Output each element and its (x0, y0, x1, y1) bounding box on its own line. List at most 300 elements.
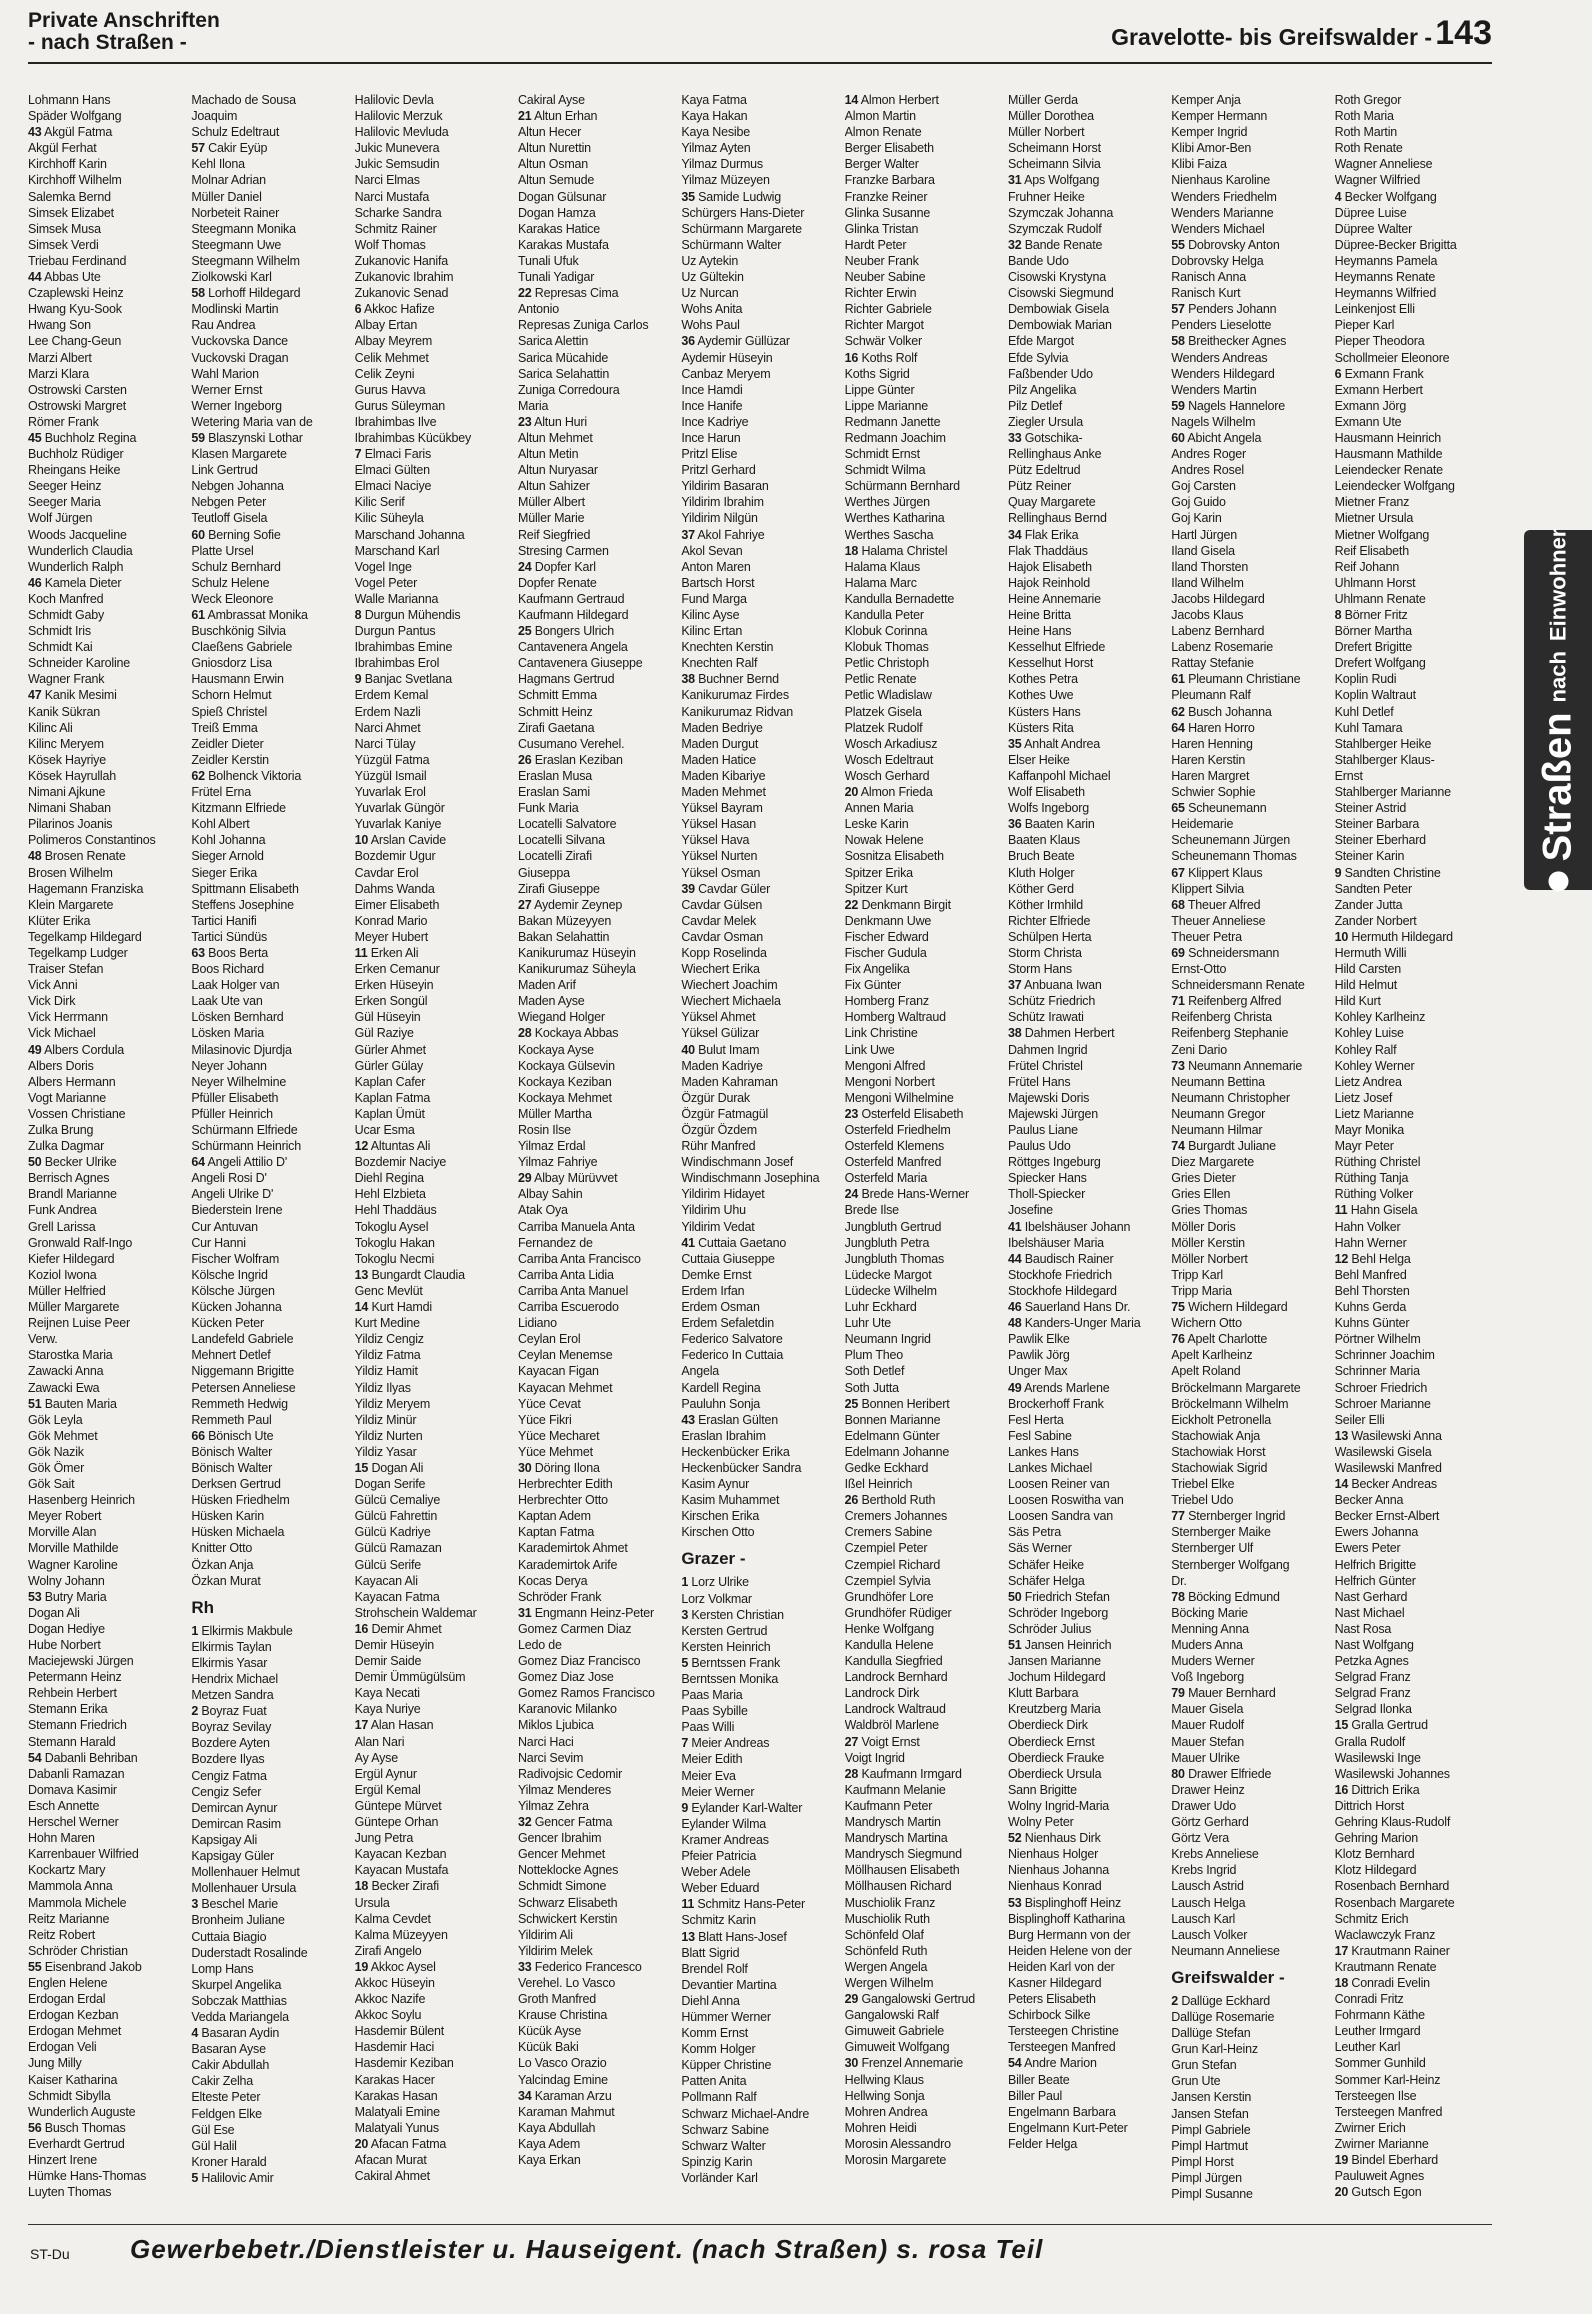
resident-entry (191, 237, 348, 253)
resident-entry (845, 205, 1002, 221)
resident-name: Pilarinos Joanis (28, 817, 113, 832)
resident-name: Peters Elisabeth (1007, 1992, 1096, 2007)
resident-entry (191, 269, 348, 285)
resident-name: Yildiz Meryem (354, 1396, 431, 1411)
resident-name: Yilmaz Ayten (681, 141, 751, 156)
resident-entry (1008, 736, 1165, 752)
resident-entry (28, 1460, 185, 1476)
resident-name: Hahn Gisela (1350, 1203, 1418, 1218)
resident-name: Landrock Dirk (844, 1686, 920, 1701)
resident-name: Dahmen Herbert (1024, 1026, 1115, 1041)
resident-entry (518, 221, 675, 237)
resident-entry (1171, 317, 1328, 333)
resident-name: Heine Hans (1007, 624, 1072, 639)
resident-name: Mietner Wolfgang (1334, 527, 1430, 542)
resident-name: Wergen Wilhelm (844, 1975, 934, 1990)
resident-name: Dahmen Ingrid (1007, 1042, 1088, 1057)
resident-name: Schmidt Iris (28, 624, 91, 639)
resident-entry (681, 382, 838, 398)
resident-entry (1171, 1621, 1328, 1637)
house-number: 30 (517, 1460, 532, 1475)
resident-entry (1335, 2023, 1492, 2039)
resident-entry (1171, 1862, 1328, 1878)
resident-entry (1008, 1508, 1165, 1524)
resident-name: Schwarz Sabine (681, 2122, 769, 2137)
resident-entry (681, 832, 838, 848)
resident-name: Muschiolik Ruth (844, 1911, 930, 1926)
resident-entry (518, 575, 675, 591)
resident-entry (1335, 1476, 1492, 1492)
resident-name: Locatelli Silvana (517, 833, 605, 848)
resident-entry (1008, 124, 1165, 140)
house-number: 9 (1334, 865, 1342, 880)
resident-name: Lietz Andrea (1334, 1074, 1402, 1089)
resident-name: Hinzert Irene (28, 2153, 97, 2167)
resident-name: Wasilewski Gisela (1334, 1444, 1432, 1459)
resident-name: Ay Ayse (354, 1750, 398, 1765)
house-number: 43 (28, 125, 42, 140)
resident-name: Bisplinghoff Heinz (1024, 1895, 1121, 1910)
resident-entry (28, 1347, 185, 1363)
resident-entry (191, 1896, 348, 1912)
resident-entry (518, 1557, 675, 1573)
resident-entry (1335, 1299, 1492, 1315)
resident-entry (681, 1735, 838, 1751)
resident-name: Nimani Ajkune (28, 785, 106, 800)
resident-entry (28, 1895, 185, 1911)
resident-entry (845, 1798, 1002, 1814)
resident-name: Gangalowski Gertrud (861, 1992, 976, 2007)
resident-name: Dembowiak Marian (1007, 318, 1112, 333)
resident-name: Mollenhauer Ursula (191, 1881, 297, 1896)
resident-name: Tartici Hanifi (191, 913, 257, 928)
resident-name: Brockerhoff Frank (1007, 1396, 1104, 1411)
resident-name: Zukanovic Ibrahim (354, 270, 454, 285)
resident-name: Breithecker Agnes (1188, 334, 1287, 349)
resident-entry (1008, 752, 1165, 768)
resident-entry (1171, 1701, 1328, 1717)
resident-entry (1171, 768, 1328, 784)
resident-entry (845, 623, 1002, 639)
resident-name: Oberdieck Dirk (1007, 1718, 1088, 1733)
resident-name: Dittrich Erika (1351, 1782, 1420, 1797)
resident-name: Marschand Johanna (354, 527, 465, 542)
resident-name: Gürler Gülay (354, 1058, 424, 1073)
resident-entry (845, 1814, 1002, 1830)
resident-entry (355, 1412, 512, 1428)
resident-entry (1171, 1927, 1328, 1943)
resident-name: Wagner Karoline (28, 1557, 118, 1572)
resident-name: Marschand Karl (354, 543, 440, 558)
resident-name: Kilinc Ayse (681, 608, 740, 622)
resident-name: Tholl-Spiecker (1007, 1187, 1086, 1202)
resident-entry (1008, 140, 1165, 156)
resident-name: Kamela Dieter (44, 575, 122, 590)
resident-name: Skurpel Angelika (191, 1977, 282, 1992)
resident-name: Vick Anni (28, 978, 78, 993)
resident-entry (191, 1122, 348, 1138)
resident-name: Berning Sofie (208, 527, 281, 542)
resident-entry (681, 237, 838, 253)
resident-entry (845, 1669, 1002, 1685)
resident-name: Albers Hermann (28, 1074, 116, 1089)
resident-entry (191, 1347, 348, 1363)
resident-name: Nowak Helene (844, 833, 924, 848)
house-number: 59 (191, 430, 205, 445)
resident-name: Ibrahimbas Erol (354, 656, 440, 671)
resident-entry (845, 1025, 1002, 1041)
resident-name: Maciejewski Jürgen (28, 1654, 134, 1669)
resident-entry (355, 1283, 512, 1299)
resident-entry (845, 881, 1002, 897)
resident-name: Muders Werner (1171, 1654, 1255, 1669)
resident-name: Luhr Ute (844, 1316, 891, 1331)
resident-entry (845, 1846, 1002, 1862)
resident-entry (1335, 494, 1492, 510)
resident-entry (845, 1219, 1002, 1235)
resident-entry (1008, 1235, 1165, 1251)
resident-name: Müller Martha (517, 1106, 592, 1121)
resident-entry (518, 301, 675, 317)
resident-name: Kopp Roselinda (681, 945, 767, 960)
resident-name: Sommer Karl-Heinz (1334, 2072, 1441, 2087)
resident-name: Eraslan Keziban (534, 752, 623, 767)
resident-name: Plum Theo (844, 1348, 904, 1363)
resident-entry (518, 913, 675, 929)
resident-entry (845, 977, 1002, 993)
resident-entry (1335, 527, 1492, 543)
resident-name: Scheunemann (1188, 801, 1267, 816)
resident-name: Kasim Muhammet (681, 1493, 780, 1508)
resident-entry (845, 1653, 1002, 1669)
resident-entry (681, 1428, 838, 1444)
resident-entry (518, 1540, 675, 1556)
resident-entry (681, 897, 838, 913)
resident-entry (1335, 1444, 1492, 1460)
resident-entry (845, 1315, 1002, 1331)
resident-name: Kanders-Unger Maria (1024, 1316, 1141, 1331)
resident-entry (355, 1508, 512, 1524)
resident-entry (191, 1816, 348, 1832)
resident-name: Ince Kadriye (681, 414, 749, 429)
resident-entry (1008, 1186, 1165, 1202)
resident-entry (1171, 1009, 1328, 1025)
resident-name: Dallüge Rosemarie (1171, 2009, 1275, 2024)
resident-entry (1171, 1058, 1328, 1074)
resident-entry (1008, 1122, 1165, 1138)
resident-name: Meier Eva (681, 1768, 736, 1783)
resident-entry (681, 2089, 838, 2105)
resident-name: Frenzel Annemarie (861, 2056, 963, 2071)
resident-name: Morville Mathilde (28, 1541, 119, 1556)
resident-entry (1335, 1202, 1492, 1218)
resident-entry (28, 1669, 185, 1685)
resident-name: Cisowski Krystyna (1007, 270, 1106, 285)
resident-name: Erdem Irfan (681, 1283, 745, 1298)
resident-name: Maden Mehmet (681, 785, 766, 800)
resident-name: Sommer Gunhild (1334, 2056, 1426, 2071)
resident-entry (1335, 1814, 1492, 1830)
resident-name: Wagner Frank (28, 672, 105, 687)
resident-name: Triebau Ferdinand (28, 253, 127, 268)
resident-entry (1008, 285, 1165, 301)
resident-entry (518, 285, 675, 301)
resident-name: Fohrmann Käthe (1334, 2008, 1425, 2023)
resident-entry (1171, 575, 1328, 591)
resident-name: Akol Fahriye (697, 527, 765, 542)
resident-name: Dallüge Eckhard (1181, 1993, 1271, 2008)
resident-entry (681, 253, 838, 269)
resident-entry (1171, 156, 1328, 172)
resident-entry (1171, 1090, 1328, 1106)
resident-entry (1171, 1830, 1328, 1846)
resident-name: Scheunemann Jürgen (1171, 833, 1291, 848)
resident-name: Tunali Yadigar (517, 270, 595, 285)
resident-name: Pimpl Jürgen (1171, 2170, 1242, 2185)
resident-entry (1008, 704, 1165, 720)
resident-entry (1008, 832, 1165, 848)
resident-entry (1008, 2007, 1165, 2023)
resident-name: Müller Albert (517, 495, 585, 510)
resident-entry (681, 462, 838, 478)
house-number: 55 (28, 1959, 42, 1974)
resident-name: Funk Maria (517, 801, 579, 816)
resident-name: Kaptan Fatma (517, 1525, 595, 1540)
resident-name: Hwang Son (28, 318, 91, 333)
resident-name: Pütz Reiner (1007, 479, 1072, 494)
resident-entry (518, 2136, 675, 2152)
resident-name: Laak Holger van (191, 978, 280, 993)
house-number: 54 (28, 1750, 42, 1765)
resident-entry (191, 752, 348, 768)
resident-entry (191, 704, 348, 720)
resident-entry (28, 832, 185, 848)
house-number: 13 (1334, 1428, 1349, 1443)
resident-name: Behl Manfred (1334, 1267, 1407, 1282)
house-number: 52 (1007, 1831, 1022, 1846)
resident-entry (681, 494, 838, 510)
resident-name: Klutt Barbara (1007, 1686, 1079, 1701)
resident-entry (518, 1347, 675, 1363)
resident-name: Schulz Edeltraut (191, 125, 280, 140)
resident-entry (845, 221, 1002, 237)
resident-name: Köther Irmhild (1007, 897, 1083, 912)
resident-entry (1335, 1685, 1492, 1701)
resident-name: Kaufmann Gertraud (517, 591, 625, 606)
resident-entry (518, 1766, 675, 1782)
resident-entry (681, 1380, 838, 1396)
resident-name: Pritzl Elise (681, 447, 738, 462)
resident-name: Müller Helfried (28, 1283, 106, 1298)
resident-entry (191, 993, 348, 1009)
resident-name: Pritzl Gerhard (681, 463, 756, 478)
resident-entry (845, 2007, 1002, 2023)
house-number: 32 (1007, 237, 1022, 252)
resident-entry (1335, 478, 1492, 494)
house-number: 27 (844, 1734, 859, 1749)
resident-name: Rau Andrea (191, 318, 256, 333)
resident-entry (1171, 1685, 1328, 1701)
resident-entry (28, 1492, 185, 1508)
resident-name: Weber Adele (681, 1865, 751, 1880)
resident-name: Kohley Werner (1334, 1058, 1415, 1073)
resident-entry (1008, 2039, 1165, 2055)
house-number: 30 (844, 2056, 859, 2071)
resident-name: Funk Andrea (28, 1203, 97, 1218)
resident-name: Luyten Thomas (28, 2185, 112, 2200)
resident-name: Hasdemir Bülent (354, 2024, 445, 2039)
resident-entry (191, 865, 348, 881)
resident-name: Lausch Astrid (1171, 1879, 1244, 1894)
resident-name: Bozdere Ilyas (191, 1752, 265, 1767)
house-number: 18 (354, 1879, 369, 1894)
resident-entry (355, 575, 512, 591)
resident-name: Lankes Michael (1007, 1460, 1093, 1475)
resident-entry (1008, 269, 1165, 285)
resident-entry (191, 1025, 348, 1041)
resident-name: Butry Maria (44, 1589, 107, 1604)
resident-name: Roth Gregor (1334, 93, 1402, 107)
resident-entry (518, 366, 675, 382)
resident-entry (845, 2088, 1002, 2104)
resident-entry (355, 1557, 512, 1573)
resident-name: Neumann Anneliese (1171, 1943, 1280, 1958)
resident-entry (28, 1846, 185, 1862)
resident-entry (1335, 993, 1492, 1009)
resident-name: Haren Kerstin (1171, 752, 1246, 767)
resident-entry (681, 1235, 838, 1251)
resident-entry (681, 333, 838, 349)
resident-name: Küsters Hans (1007, 704, 1081, 719)
resident-name: Represas Cima (534, 286, 619, 301)
resident-name: Albay Meyrem (354, 334, 433, 349)
resident-entry (355, 2136, 512, 2152)
resident-name: Ewers Johanna (1334, 1525, 1419, 1540)
resident-entry (845, 816, 1002, 832)
resident-name: Giuseppa (517, 865, 570, 880)
resident-name: Buchner Bernd (698, 672, 779, 687)
resident-name: Pleumann Ralf (1171, 688, 1251, 703)
resident-entry (845, 1959, 1002, 1975)
resident-entry (518, 865, 675, 881)
resident-name: Reifenberg Alfred (1188, 994, 1282, 1009)
resident-name: Brendel Rolf (681, 1961, 748, 1976)
resident-entry (518, 1122, 675, 1138)
resident-name: Rüthing Volker (1334, 1187, 1414, 1202)
resident-entry (518, 1701, 675, 1717)
resident-entry (1171, 881, 1328, 897)
resident-entry (355, 1219, 512, 1235)
resident-entry (1335, 671, 1492, 687)
resident-name: Wosch Arkadiusz (844, 736, 938, 751)
resident-name: Fischer Gudula (844, 945, 927, 960)
resident-name: Lüdecke Wilhelm (844, 1283, 937, 1298)
resident-entry (518, 1959, 675, 1975)
house-number: 35 (1007, 736, 1022, 751)
resident-entry (845, 1589, 1002, 1605)
resident-entry (191, 366, 348, 382)
resident-name: Theuer Petra (1171, 929, 1242, 944)
resident-name: Bauten Maria (44, 1396, 117, 1411)
resident-entry (1008, 156, 1165, 172)
resident-entry (1008, 575, 1165, 591)
resident-entry (845, 559, 1002, 575)
resident-name: Narci Tülay (354, 736, 416, 751)
resident-entry (1008, 1975, 1165, 1991)
resident-entry (28, 462, 185, 478)
resident-entry (1008, 607, 1165, 623)
resident-entry (1335, 768, 1492, 784)
resident-name: Neuber Sabine (844, 270, 926, 285)
resident-name: Ißel Heinrich (844, 1477, 913, 1492)
resident-name: Brandl Marianne (28, 1187, 117, 1202)
resident-entry (681, 1945, 838, 1961)
resident-entry (845, 2072, 1002, 2088)
resident-name: Böcking Edmund (1188, 1589, 1280, 1604)
resident-name: Altun Huri (534, 414, 587, 429)
resident-name: Schulz Bernhard (191, 559, 281, 574)
resident-entry (1008, 1202, 1165, 1218)
resident-entry (191, 221, 348, 237)
resident-entry (1171, 816, 1328, 832)
house-number: 51 (28, 1396, 42, 1411)
resident-entry (1335, 2104, 1492, 2120)
resident-name: Werthes Katharina (844, 511, 945, 526)
resident-name: Vogt Marianne (28, 1090, 107, 1105)
resident-name: Wasilewski Johannes (1334, 1766, 1450, 1781)
resident-entry (1335, 1862, 1492, 1878)
resident-name: Seeger Heinz (28, 479, 102, 494)
resident-name: Biederstein Irene (191, 1203, 283, 1218)
house-number: 41 (681, 1235, 695, 1250)
resident-entry (518, 1798, 675, 1814)
resident-entry (28, 494, 185, 510)
resident-entry (355, 2120, 512, 2136)
resident-entry (518, 768, 675, 784)
resident-name: Cisowski Siegmund (1007, 286, 1114, 301)
resident-name: Kasner Hildegard (1007, 1975, 1102, 1990)
resident-entry (1008, 92, 1165, 108)
resident-entry (1171, 1122, 1328, 1138)
resident-name: Almon Frieda (860, 785, 933, 800)
resident-entry (191, 1412, 348, 1428)
resident-name: Roth Renate (1334, 141, 1403, 156)
resident-name: Kilinc Ertan (681, 624, 743, 639)
resident-entry (845, 832, 1002, 848)
resident-entry (1171, 108, 1328, 124)
resident-name: Eraslan Sami (517, 785, 590, 800)
resident-entry (518, 784, 675, 800)
resident-name: Cusumano Verehel. (517, 736, 625, 751)
resident-entry (28, 639, 185, 655)
resident-name: Eisenbrand Jakob (44, 1959, 142, 1974)
resident-entry (355, 671, 512, 687)
resident-entry (681, 221, 838, 237)
resident-name: Carriba Anta Manuel (517, 1283, 629, 1298)
resident-entry (845, 237, 1002, 253)
resident-entry (355, 1170, 512, 1186)
house-number: 73 (1171, 1058, 1185, 1073)
resident-name: Drefert Wolfgang (1334, 656, 1426, 671)
resident-name: Angeli Rosi D' (191, 1171, 267, 1186)
resident-name: Morosin Margarete (844, 2153, 947, 2167)
resident-name: Yildiz Minür (354, 1412, 417, 1427)
resident-entry (28, 1396, 185, 1412)
resident-name: Ceylan Menemse (517, 1348, 613, 1363)
resident-entry (191, 1929, 348, 1945)
resident-entry (28, 687, 185, 703)
resident-name: Cavdar Gülsen (681, 897, 763, 912)
